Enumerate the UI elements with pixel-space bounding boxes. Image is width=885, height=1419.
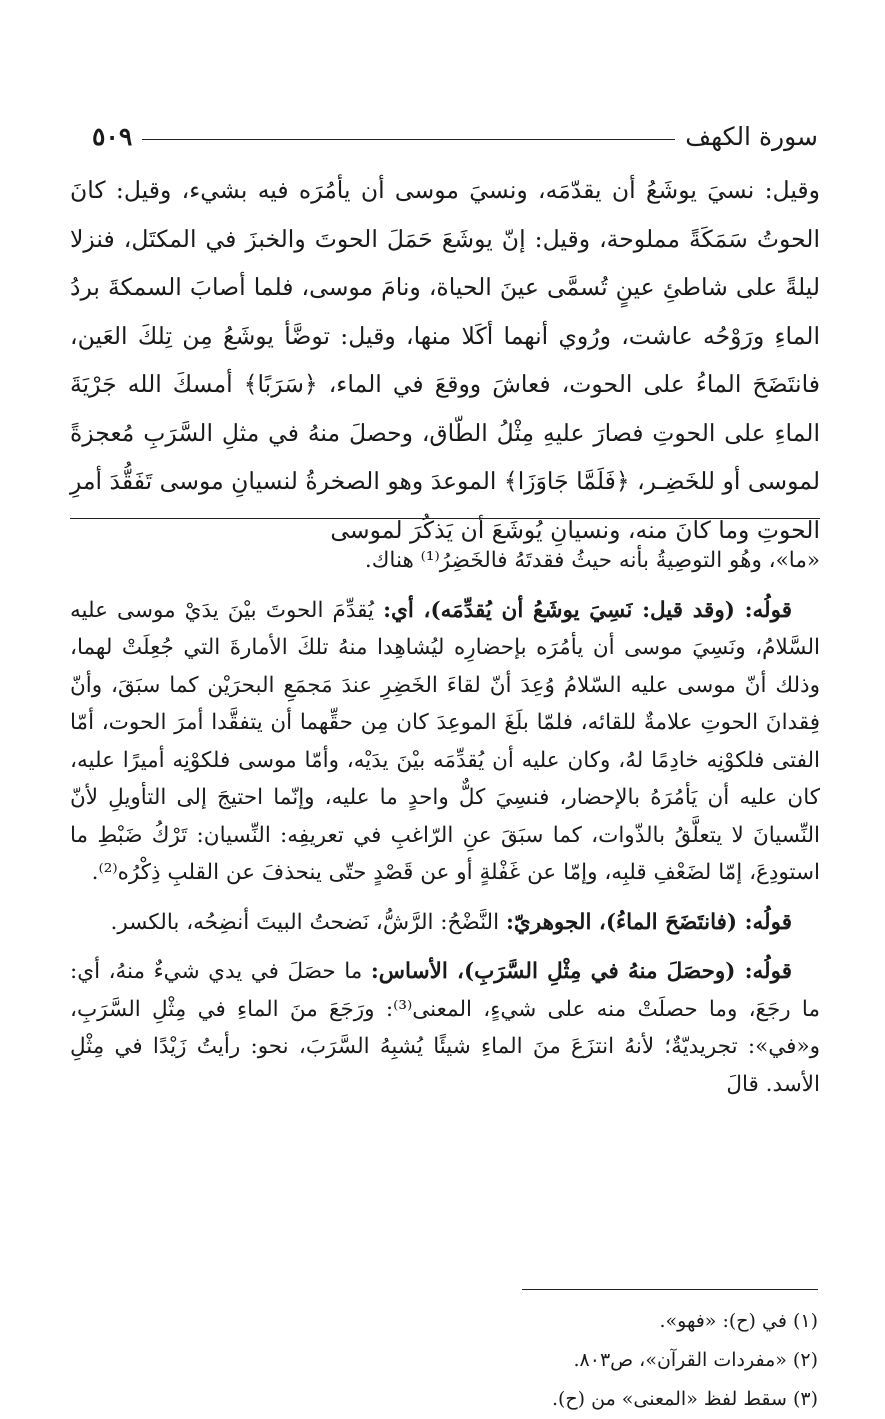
commentary-lemma-3: قولُه: (وحصَلَ منهُ في مِثْلِ السَّرَبِ)، الأساس: [370,959,792,984]
header-rule [142,139,675,140]
commentary-intro: «ما»، وهُو التوصِيةُ بأنه حيثُ فقدتَهُ فالخَضِرُ⁽¹⁾ هناك. [364,548,820,573]
commentary-lemma-1: قولُه: (وقد قيل: نَسِيَ يوشَعُ أن يُقدِّمَه)، أي: [383,597,792,623]
footnote-rule [522,1289,818,1290]
footnote-3: (٣) سقط لفظ «المعنى» من (ح). [551,1388,818,1410]
commentary-lemma-2: قولُه: (فانتَضَحَ الماءُ)، الجوهريّ: [505,909,792,935]
surah-title: سورة الكهف [685,121,818,151]
running-header [92,118,818,154]
commentary-body-2: النَّضْحُ: الرَّشُّ، نَضحتُ البيتَ أنضِحُه، بالكسر. [110,909,500,935]
commentary-body-1: يُقدِّمَ الحوتَ بيْنَ يدَيْ موسى عليه السَّلامُ، ونَسِيَ موسى أن يأمُرَه بإحضارِه ليُشاهِدا منهُ تلكَ الأمارةَ التي جُعِلَتْ لهما، وذلك أنّ موسى عليه السّلامُ وُعِدَ أنّ لقاءَ الخَضِرِ عندَ مَجمَعِ البحرَيْن كما سبَقَ، وأنّ فِقدانَ الحوتِ علامةٌ للقائه، فلمّا بلَغَ الموعِدَ كان مِن حقِّهما أن يتفقَّدا أمرَ الحوت، أمّا الفتى فلكوْنِه خادِمًا لهُ، وكان عليه أن يُقدِّمَه بيْنَ يدَيْه، وأمّا موسى فلكوْنِه أميرًا عليه، كان عليه أن يَأمُرَهُ بالإحضار، فنسِيَ كلٌّ واحدٍ ما عليه، وإنّما احتيجَ إلى التأويلِ لأنّ النِّسيانَ لا يتعلَّقُ بالذّوات، كما سبَقَ عنِ الرّاغبِ في تعريفِه: النِّسيان: تَرْكُ ضَبْطِ ما استودِعَ، إمّا لضَعْفِ قلبِه، وإمّا عن غَفْلةٍ أو عن قَصْدٍ حتّى ينحذفَ عن القلبِ ذِكْرُه⁽²⁾. [70,597,820,885]
footnote-2: (٢) «مفردات القرآن»، ص٨٠٣. [573,1349,818,1371]
commentary-body-3: ما حصَلَ في يدي شيءٌ منهُ، أي: ما رجَعَ، وما حصلَتْ منه على شيءٍ، المعنى⁽³⁾: ورَجَعَ منَ الماءِ في مِثْلِ السَّرَبِ، و«في»: تجريديّةٌ؛ لأنهُ انتزَعَ منَ الماءِ شيئًا يُشبِهُ السَّرَبَ، نحو: رأيتُ زَيْدًا في مِثْلِ الأسد. قالَ [70,959,820,1097]
footnote-1: (١) في (ح): «فهو». [659,1310,818,1332]
footnotes [70,1302,818,1419]
commentary-paragraph-3 [70,953,820,1103]
commentary-paragraph-2 [70,904,820,942]
main-paragraph: وقيل: نسيَ يوشَعُ أن يقدّمَه، ونسيَ موسى أن يأمُرَه فيه بشيء، وقيل: كانَ الحوتُ سَمَكَةً مملوحة، وقيل: إنّ يوشَعَ حَمَلَ الحوتَ والخبزَ في المكتَل، فنزلا ليلةً على شاطئِ عينٍ تُسمَّى عينَ الحياة، ونامَ موسى، فلما أصابَ السمكةَ بردُ الماءِ ورَوْحُه عاشت، ورُوي أنهما أكَلا منها، وقيل: توضَّأ يوشَعُ مِن تِلكَ العَين، فانتَضَحَ الماءُ على الحوت، فعاشَ ووقعَ في الماء، ﴿سَرَبًا﴾ أمسكَ الله جَرْيَةَ الماءِ على الحوتِ فصارَ عليهِ مِثْلُ الطّاق، وحصلَ منهُ في مثلِ السَّرَبِ مُعجزةً لموسى أو للخَضِـر، ﴿فَلَمَّا جَاوَزَا﴾ الموعدَ وهو الصخرةُ لنسيانِ موسى تَفَقُّدَ أمرِ الحوتِ وما كانَ منه، ونسيانِ يُوشَعَ أن يَذكُرَ لموسى [70,176,820,544]
main-text-rule [70,518,820,519]
commentary-paragraph-1 [70,592,820,892]
main-text [70,166,820,554]
page-number: ٥٠٩ [92,121,133,151]
commentary [70,542,820,1115]
